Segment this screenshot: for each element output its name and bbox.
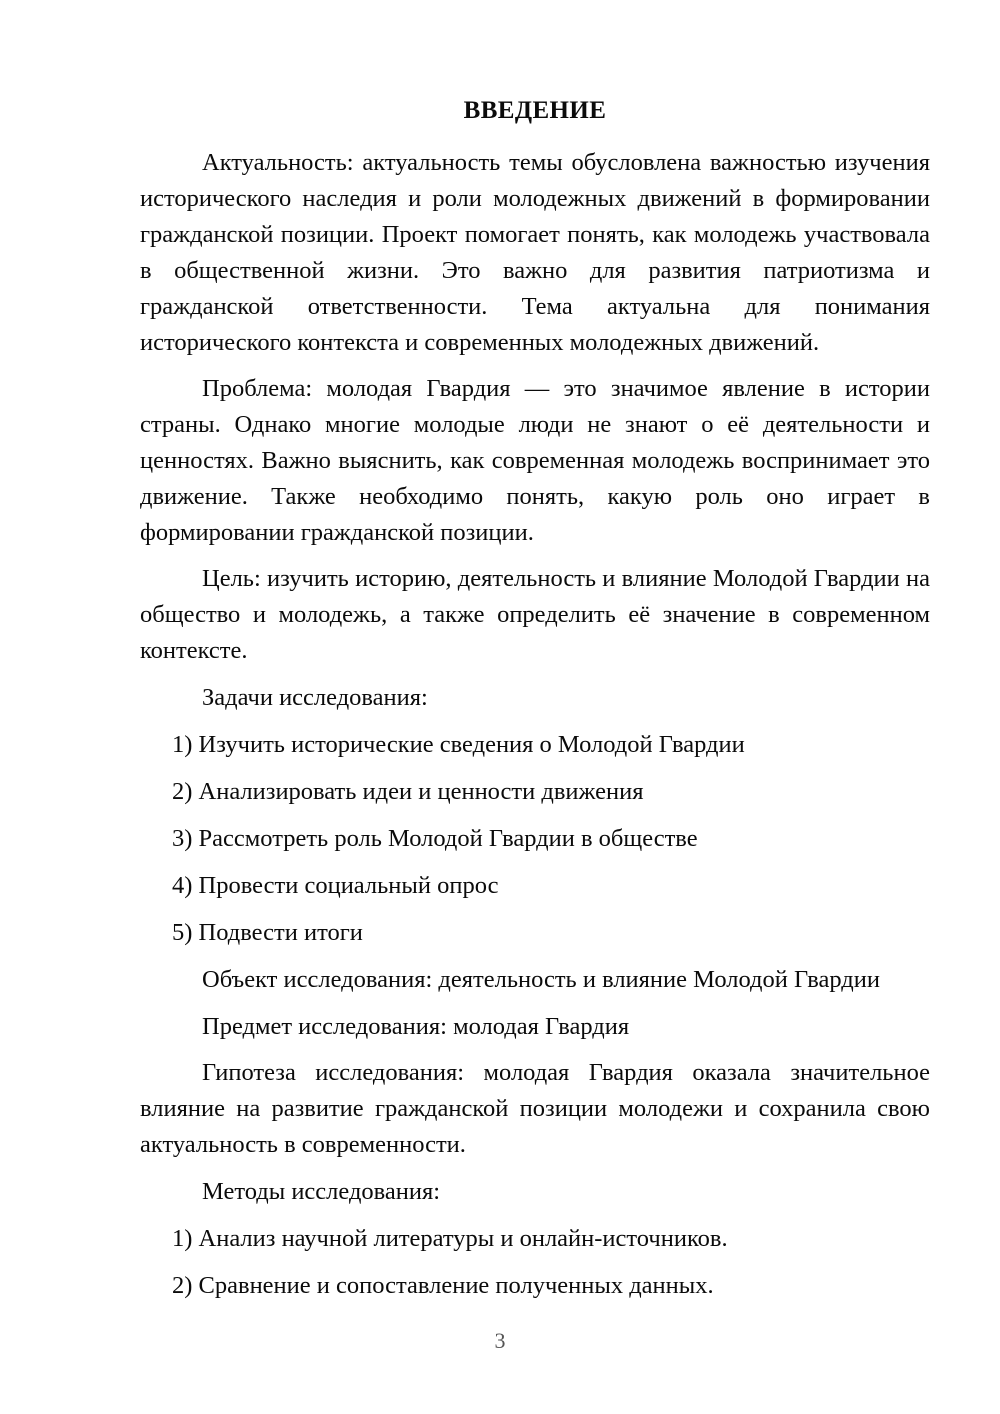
paragraph-problem: Проблема: молодая Гвардия — это значимое явление в истории страны. Однако многие молодые люди не знают о её деятельности и ценностях. Важно выяснить, как современная молодежь воспринимает это движение. Также необходимо понять, какую роль оно играет в формировании гражданской позиции. xyxy=(140,375,930,546)
paragraph-object: Объект исследования: деятельность и влияние Молодой Гвардии xyxy=(202,966,880,993)
paragraph-subject: Предмет исследования: молодая Гвардия xyxy=(202,1013,630,1040)
page-number: 3 xyxy=(494,1328,506,1353)
list-item: 2) Сравнение и сопоставление полученных данных. xyxy=(172,1272,714,1299)
paragraph-relevance: Актуальность: актуальность темы обусловлена важностью изучения исторического наследия и роли молодежных движений в формировании гражданской позиции. Проект помогает понять, как молодежь участвовала в общественной жизни. Это важно для развития патриотизма и гражданской ответственности. Тема актуальна для понимания исторического контекста и современных молодежных движений. xyxy=(140,149,930,356)
methods-list xyxy=(140,1221,930,1304)
paragraph-goal: Цель: изучить историю, деятельность и влияние Молодой Гвардии на общество и молодежь, а также определить её значение в современном контексте. xyxy=(140,565,930,664)
list-item: 5) Подвести итоги xyxy=(172,919,363,946)
tasks-list xyxy=(140,727,930,951)
document-body xyxy=(140,0,930,1304)
list-item: 2) Анализировать идеи и ценности движения xyxy=(172,778,644,805)
tasks-label: Задачи исследования: xyxy=(202,684,428,711)
list-item: 1) Анализ научной литературы и онлайн-источников. xyxy=(172,1225,728,1252)
list-item: 1) Изучить исторические сведения о Молодой Гвардии xyxy=(172,731,745,758)
list-item: 3) Рассмотреть роль Молодой Гвардии в обществе xyxy=(172,825,698,852)
paragraph-hypothesis: Гипотеза исследования: молодая Гвардия оказала значительное влияние на развитие гражданской позиции молодежи и сохранила свою актуальность в современности. xyxy=(140,1059,930,1158)
methods-label: Методы исследования: xyxy=(202,1178,441,1205)
list-item: 4) Провести социальный опрос xyxy=(172,872,499,899)
page-title: ВВЕДЕНИЕ xyxy=(463,97,607,124)
